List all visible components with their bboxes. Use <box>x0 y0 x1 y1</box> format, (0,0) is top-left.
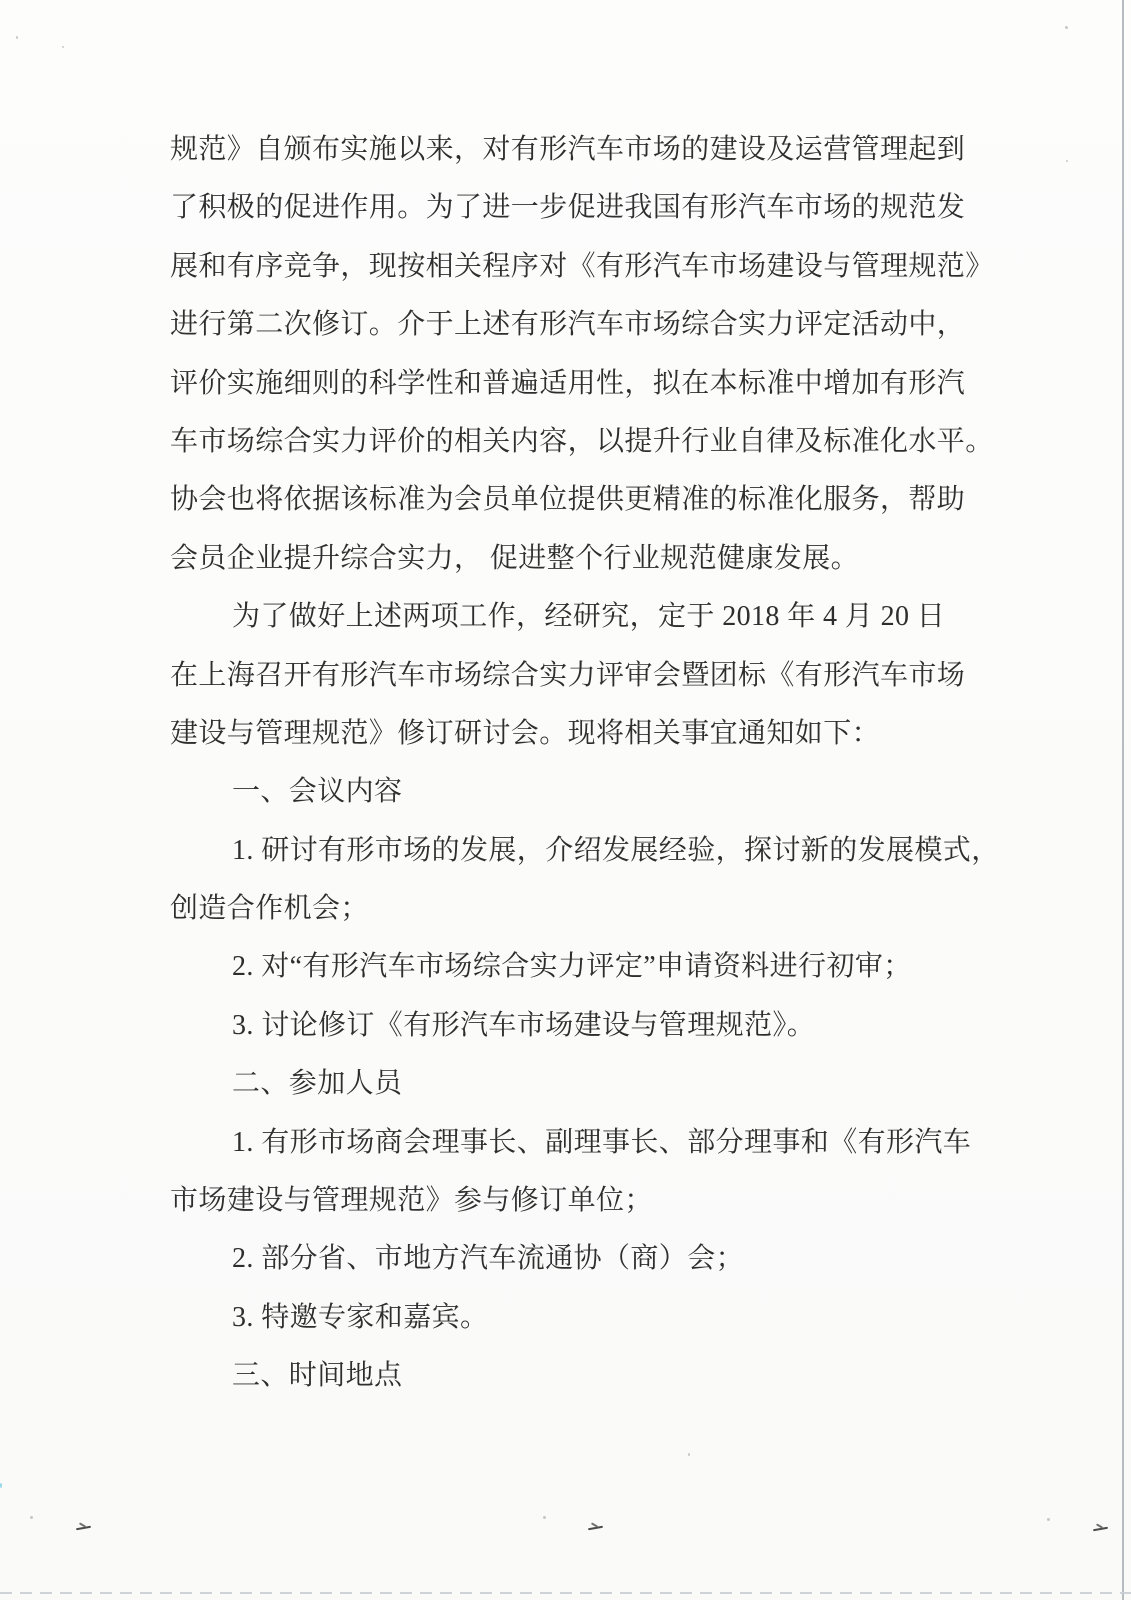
text-line: 了积极的促进作用。为了进一步促进我国有形汽车市场的规范发 <box>170 192 966 224</box>
scan-smudge <box>1093 1524 1111 1533</box>
text-line: 协会也将依据该标准为会员单位提供更精准的标准化服务，帮助 <box>170 484 966 516</box>
text-line: 建设与管理规范》修订研讨会。现将相关事宜通知如下： <box>170 717 881 749</box>
text-line: 为了做好上述两项工作，经研究，定于 2018 年 4 月 20 日 <box>232 601 946 633</box>
scan-speck <box>1066 160 1068 162</box>
text-line: 2. 部分省、市地方汽车流通协（商）会； <box>232 1243 745 1275</box>
scan-smudge <box>76 1523 94 1532</box>
text-line: 车市场综合实力评价的相关内容，以提升行业自律及标准化水平。 <box>170 425 994 457</box>
text-line: 2. 对“有形汽车市场综合实力评定”申请资料进行初审； <box>232 951 912 983</box>
text-line: 三、时间地点 <box>232 1360 403 1392</box>
scan-smudge <box>588 1523 606 1532</box>
text-line: 一、会议内容 <box>232 776 403 808</box>
scan-speck <box>688 1453 690 1456</box>
text-line: 进行第二次修订。介于上述有形汽车市场综合实力评定活动中， <box>170 309 966 341</box>
scan-speck <box>543 1516 546 1519</box>
text-line: 会员企业提升综合实力， 促进整个行业规范健康发展。 <box>170 542 860 574</box>
text-line: 展和有序竞争，现按相关程序对《有形汽车市场建设与管理规范》 <box>170 250 994 282</box>
document-text-block <box>170 121 1000 1406</box>
scan-edge-line-bottom <box>0 1592 1131 1594</box>
scan-speck <box>0 1483 2 1488</box>
scan-speck <box>1065 26 1068 29</box>
text-line: 规范》自颁布实施以来，对有形汽车市场的建设及运营管理起到 <box>170 134 966 165</box>
scan-speck <box>1047 1518 1050 1521</box>
scan-edge-line-right <box>1122 0 1124 1600</box>
text-line: 3. 讨论修订《有形汽车市场建设与管理规范》。 <box>232 1009 816 1041</box>
scan-speck <box>62 46 64 48</box>
text-line: 二、参加人员 <box>232 1068 403 1100</box>
text-line: 1. 研讨有形市场的发展，介绍发展经验，探讨新的发展模式， <box>232 834 1000 866</box>
text-line: 市场建设与管理规范》参与修订单位； <box>170 1185 653 1217</box>
text-line: 创造合作机会； <box>170 893 369 925</box>
text-line: 1. 有形市场商会理事长、副理事长、部分理事和《有形汽车 <box>232 1126 972 1158</box>
scan-speck <box>16 36 18 39</box>
text-line: 在上海召开有形汽车市场综合实力评审会暨团标《有形汽车市场 <box>170 659 966 691</box>
text-line: 3. 特邀专家和嘉宾。 <box>232 1301 489 1333</box>
scan-speck <box>30 1516 33 1519</box>
text-line: 评价实施细则的科学性和普遍适用性，拟在本标准中增加有形汽 <box>170 367 966 399</box>
